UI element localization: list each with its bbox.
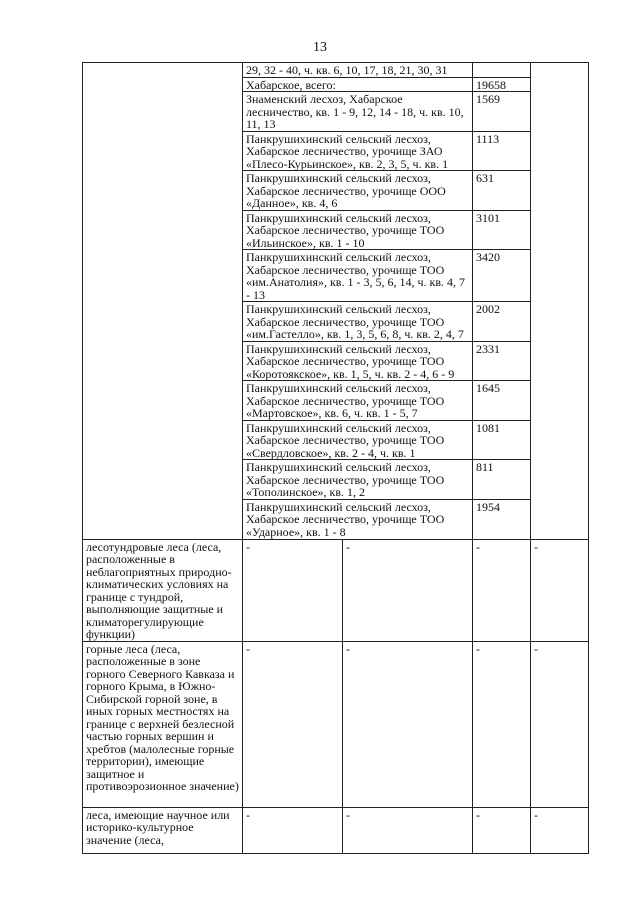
- area-cell: 19658: [473, 77, 531, 92]
- area-cell: 1081: [473, 420, 531, 460]
- location-cell: Хабарское, всего:: [243, 77, 473, 92]
- value-cell: -: [343, 539, 473, 641]
- location-cell: 29, 32 - 40, ч. кв. 6, 10, 17, 18, 21, 30, 31: [243, 63, 473, 78]
- value-cell: -: [243, 641, 343, 807]
- extra-cell-empty: [531, 63, 589, 540]
- category-cell-empty: [83, 63, 243, 540]
- area-cell: 1113: [473, 131, 531, 171]
- area-cell: 3420: [473, 250, 531, 302]
- location-cell: Панкрушихинский сельский лесхоз, Хабарское лесничество, урочище ТОО «им.Гастелло», кв. 1, 3, 5, 6, 8, ч. кв. 2, 4, 7: [243, 302, 473, 342]
- area-cell: 1954: [473, 499, 531, 539]
- table-row: [83, 807, 589, 853]
- area-cell: 1569: [473, 92, 531, 132]
- value-cell: -: [473, 807, 531, 853]
- value-cell: -: [343, 641, 473, 807]
- location-cell: Панкрушихинский сельский лесхоз, Хабарское лесничество, урочище ЗАО «Плесо-Курьинское», кв. 2, 3, 5, ч. кв. 1: [243, 131, 473, 171]
- location-cell: Панкрушихинский сельский лесхоз, Хабарское лесничество, урочище ТОО «Тополинское», кв. 1, 2: [243, 460, 473, 500]
- area-cell: 3101: [473, 210, 531, 250]
- area-cell: 1645: [473, 381, 531, 421]
- value-cell: -: [473, 641, 531, 807]
- area-cell: 631: [473, 171, 531, 211]
- value-cell: -: [531, 539, 589, 641]
- area-cell: 811: [473, 460, 531, 500]
- location-cell: Панкрушихинский сельский лесхоз, Хабарское лесничество, урочище ТОО «Мартовское», кв. 6, ч. кв. 1 - 5, 7: [243, 381, 473, 421]
- area-cell: 2002: [473, 302, 531, 342]
- table-row: [83, 641, 589, 807]
- value-cell: -: [531, 807, 589, 853]
- table-row: [83, 63, 589, 78]
- value-cell: -: [243, 539, 343, 641]
- category-cell: леса, имеющие научное или историко-культурное значение (леса,: [83, 807, 243, 853]
- location-cell: Панкрушихинский сельский лесхоз, Хабарское лесничество, урочище ТОО «Свердловское», кв. 2 - 4, ч. кв. 1: [243, 420, 473, 460]
- location-cell: Знаменский лесхоз, Хабарское лесничество, кв. 1 - 9, 12, 14 - 18, ч. кв. 10, 11, 13: [243, 92, 473, 132]
- value-cell: -: [343, 807, 473, 853]
- location-cell: Панкрушихинский сельский лесхоз, Хабарское лесничество, урочище ООО «Данное», кв. 4, 6: [243, 171, 473, 211]
- page-number: 13: [313, 40, 327, 55]
- table-row: [83, 539, 589, 641]
- location-cell: Панкрушихинский сельский лесхоз, Хабарское лесничество, урочище ТОО «им.Анатолия», кв. 1 - 3, 5, 6, 14, ч. кв. 4, 7 - 13: [243, 250, 473, 302]
- category-cell: лесотундровые леса (леса, расположенные в неблагоприятных природно-климатических условиях на границе с тундрой, выполняющие защитные и климаторегулирующие функции): [83, 539, 243, 641]
- location-cell: Панкрушихинский сельский лесхоз, Хабарское лесничество, урочище ТОО «Ильинское», кв. 1 - 10: [243, 210, 473, 250]
- forest-table: [82, 62, 589, 854]
- area-cell: 2331: [473, 341, 531, 381]
- value-cell: -: [531, 641, 589, 807]
- category-cell: горные леса (леса, расположенные в зоне горного Северного Кавказа и горного Крыма, в Южно-Сибирской горной зоне, в иных горных местностях на границе с верхней безлесной частью горных вершин и хребтов (малолесные горные территории), имеющие защитное и противоэрозионное значение): [83, 641, 243, 807]
- value-cell: -: [473, 539, 531, 641]
- location-cell: Панкрушихинский сельский лесхоз, Хабарское лесничество, урочище ТОО «Ударное», кв. 1 - 8: [243, 499, 473, 539]
- area-cell: [473, 63, 531, 78]
- value-cell: -: [243, 807, 343, 853]
- location-cell: Панкрушихинский сельский лесхоз, Хабарское лесничество, урочище ТОО «Коротоякское», кв. 1, 5, ч. кв. 2 - 4, 6 - 9: [243, 341, 473, 381]
